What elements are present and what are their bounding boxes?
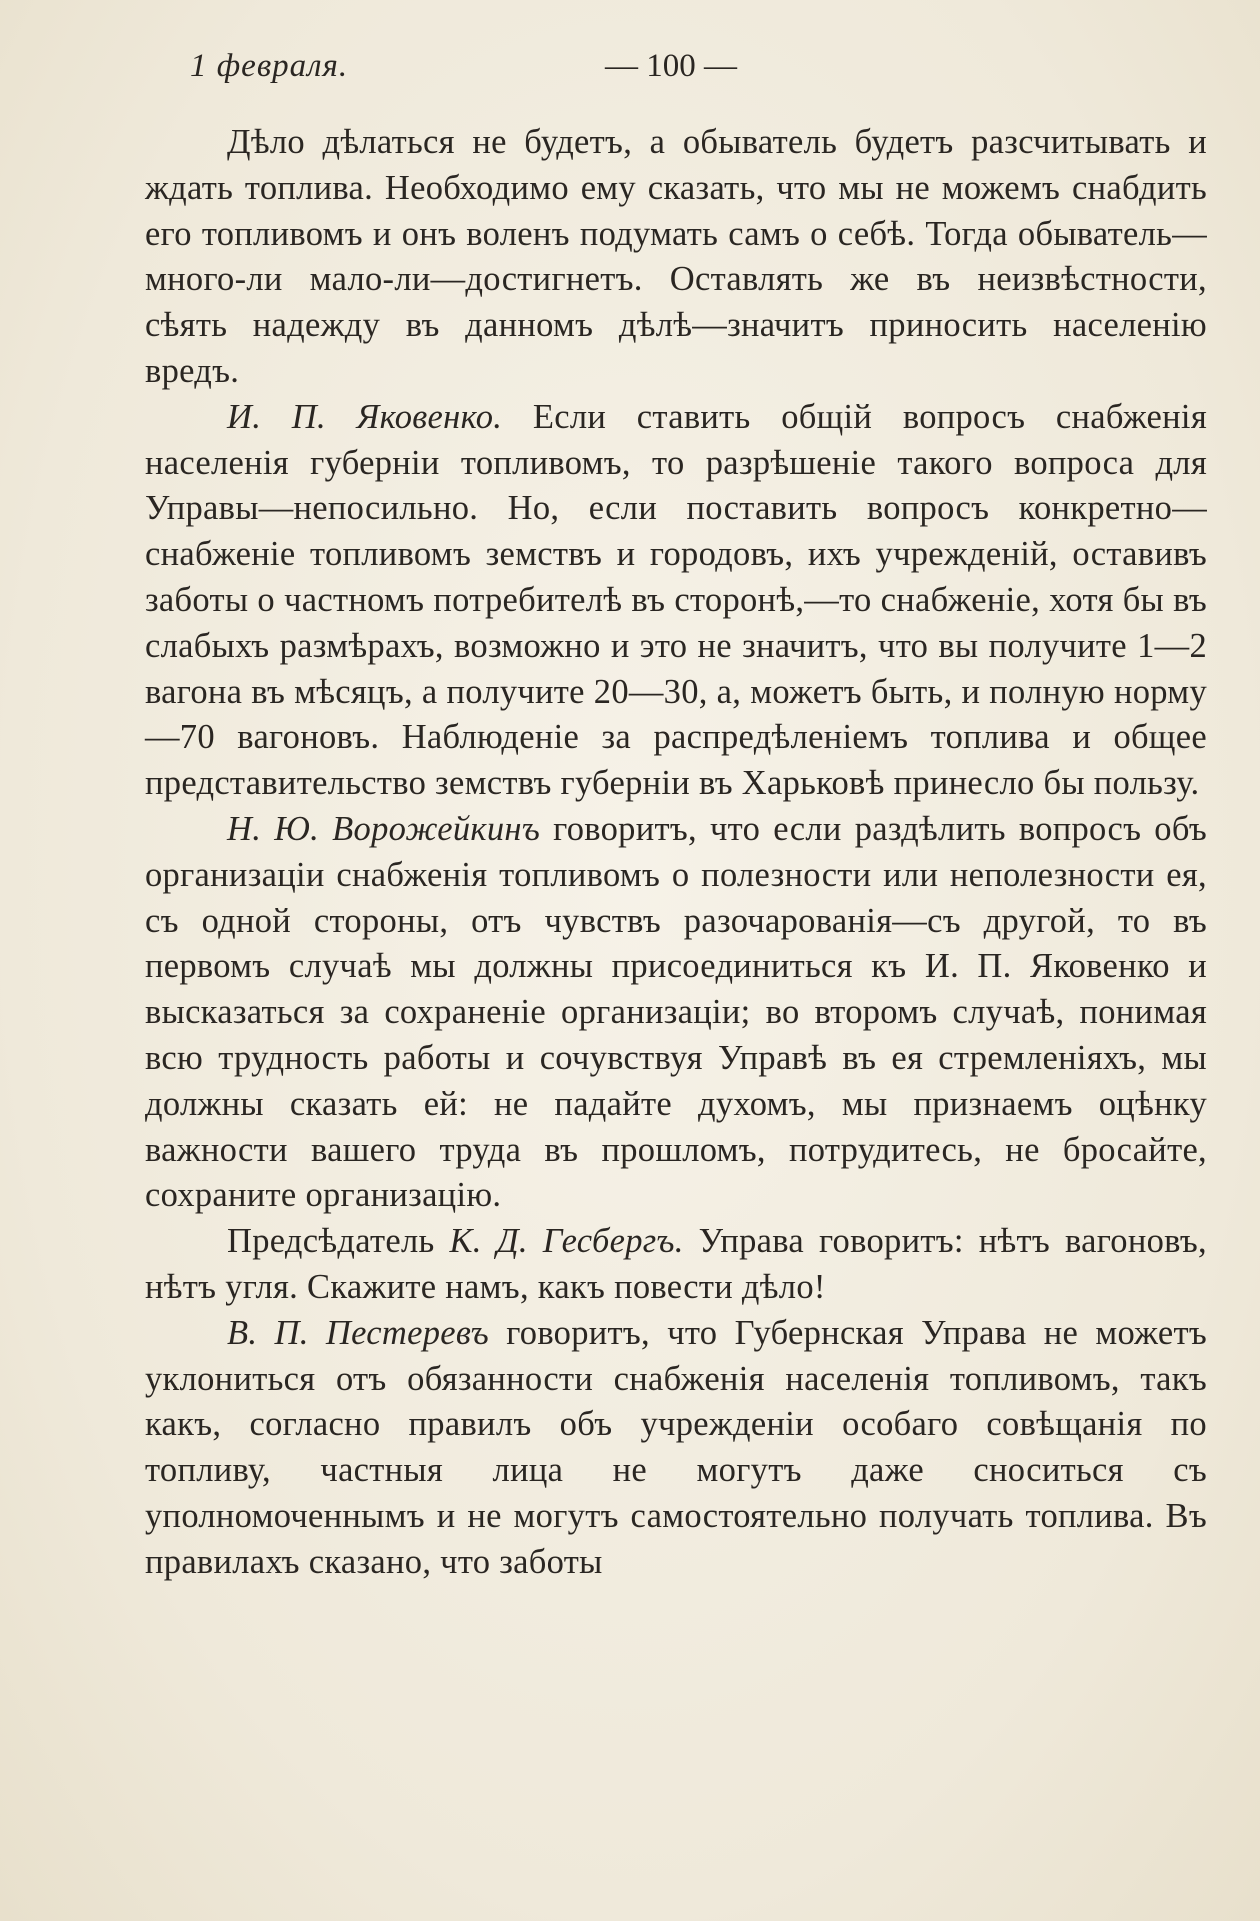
speaker-name: И. П. Яковенко. bbox=[227, 397, 503, 436]
paragraph bbox=[145, 395, 1207, 807]
running-head bbox=[190, 48, 1190, 98]
body-text bbox=[145, 120, 1207, 1586]
header-date: 1 февраля. bbox=[190, 48, 349, 84]
paragraph-text: Если ставить общій вопросъ снабженія населенія губерніи топливомъ, то разрѣшеніе такого вопроса для Управы—непосильно. Но, если поставить вопросъ конкретно—снабженіе топливомъ земствъ и городовъ, ихъ учрежденій, оставивъ заботы о частномъ потребителѣ въ сторонѣ,—то снабженіе, хотя бы въ слабыхъ размѣрахъ, возможно и это не значитъ, что вы получите 1—2 вагона въ мѣсяцъ, а получите 20—30, а, можетъ быть, и полную норму—70 вагоновъ. Наблюденіе за распредѣленіемъ топлива и общее представительство земствъ губерніи въ Харьковѣ принесло бы пользу. bbox=[145, 397, 1207, 803]
paragraph-text: говоритъ, что Губернская Управа не можетъ уклониться отъ обязанности снабженія населенія топливомъ, такъ какъ, согласно правилъ объ учрежденіи особаго совѣщанія по топливу, частныя лица не могутъ даже сноситься съ уполномоченнымъ и не могутъ самостоятельно получать топлива. Въ правилахъ сказано, что заботы bbox=[145, 1313, 1207, 1581]
paragraph-text: Управа говоритъ: нѣтъ вагоновъ, нѣтъ угля. Скажите намъ, какъ повести дѣло! bbox=[145, 1222, 1207, 1306]
speaker-name: В. П. Пестеревъ bbox=[227, 1313, 489, 1352]
page-number: — 100 — bbox=[605, 48, 737, 84]
paragraph bbox=[145, 120, 1207, 395]
paragraph bbox=[145, 807, 1207, 1219]
paragraph bbox=[145, 1311, 1207, 1586]
speaker-prefix: Предсѣдатель bbox=[227, 1222, 435, 1261]
speaker-name: К. Д. Гесбергъ. bbox=[449, 1222, 684, 1261]
paragraph-text: говоритъ, что если раздѣлить вопросъ объ организаціи снабженія топливомъ о полезности или неполезности ея, съ одной стороны, отъ чувствъ разочарованія—съ другой, то въ первомъ случаѣ мы должны присоединиться къ И. П. Яковенко и высказаться за сохраненіе организаціи; во второмъ случаѣ, понимая всю трудность работы и сочувствуя Управѣ въ ея стремленіяхъ, мы должны сказать ей: не падайте духомъ, мы признаемъ оцѣнку важности вашего труда въ прошломъ, потрудитесь, не бросайте, сохраните организацію. bbox=[145, 809, 1207, 1215]
speaker-name: Н. Ю. Ворожейкинъ bbox=[227, 809, 541, 848]
paragraph-text: Дѣло дѣлаться не будетъ, а обыватель будетъ разсчитывать и ждать топлива. Необходимо ему сказать, что мы не можемъ снабдить его топливомъ и онъ воленъ подумать самъ о себѣ. Тогда обыватель—много-ли мало-ли—достигнетъ. Оставлять же въ неизвѣстности, сѣять надежду въ данномъ дѣлѣ—значитъ приносить населенію вредъ. bbox=[145, 123, 1207, 390]
paragraph bbox=[145, 1219, 1207, 1311]
